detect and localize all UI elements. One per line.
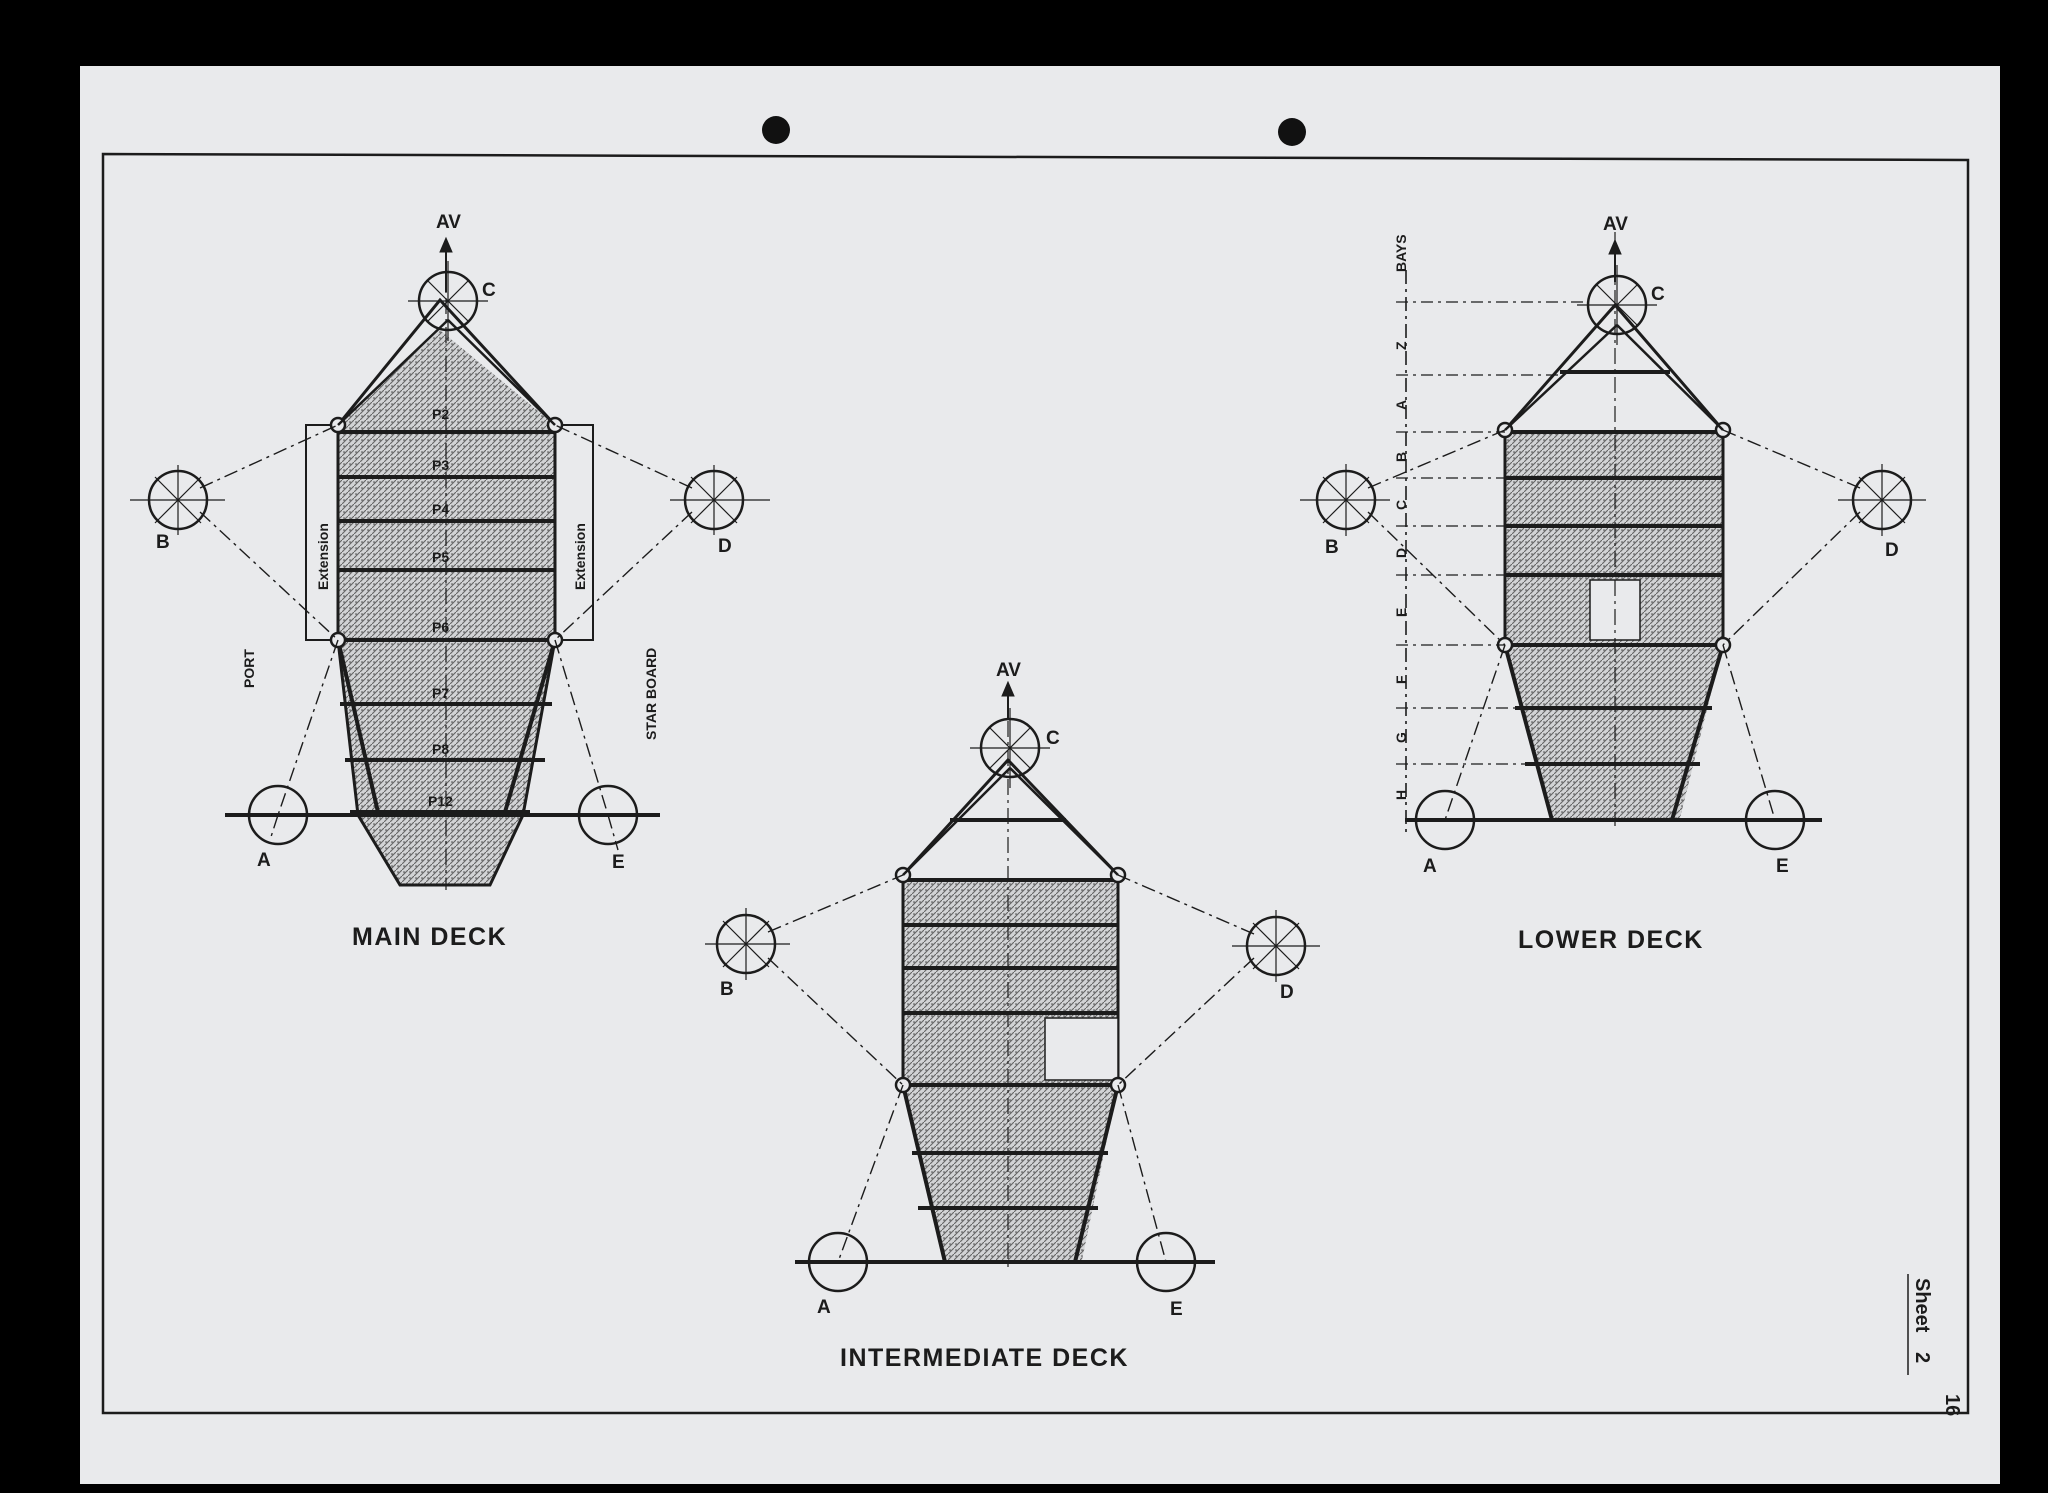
main-deck-extension-right-label: Extension [572,523,588,590]
main-deck-arrow-label: AV [436,212,461,233]
main-deck-point-d: D [718,536,732,557]
main-deck-title: MAIN DECK [352,923,508,951]
lower-deck-arrow-label: AV [1603,214,1628,235]
intermediate-deck-drawing [705,682,1320,1291]
bay-label: F [1393,675,1409,684]
position-label: P5 [432,549,450,565]
bay-label: H [1393,789,1409,800]
lower-deck-point-a: A [1423,856,1437,877]
punch-hole-right [1278,118,1306,146]
lower-deck-title: LOWER DECK [1518,926,1704,954]
lower-deck-drawing [1300,232,1926,849]
intermediate-deck-point-a: A [817,1297,831,1318]
position-label: P4 [432,501,450,517]
main-deck-starboard-label: STAR BOARD [643,647,659,740]
position-label: P2 [432,406,450,422]
bays-label: BAYS [1393,234,1409,272]
intermediate-deck-point-b: B [720,979,734,1000]
position-label: P8 [432,741,450,757]
main-deck-point-a: A [257,850,271,871]
position-label: P7 [432,685,450,701]
bay-label: D [1393,547,1409,558]
intermediate-deck-point-d: D [1280,982,1294,1003]
main-deck-port-label: PORT [241,649,257,688]
bay-label: C [1393,499,1409,510]
sheet-number: 2 [1911,1352,1933,1364]
lower-deck-point-e: E [1776,856,1789,877]
page-number: 16 [1941,1394,1963,1417]
lower-deck-point-b: B [1325,537,1339,558]
bay-label: Z [1393,341,1409,350]
position-label: P12 [428,793,453,809]
sheet-label: Sheet [1911,1278,1933,1333]
intermediate-deck-point-c: C [1046,728,1060,749]
intermediate-deck-title: INTERMEDIATE DECK [840,1344,1129,1372]
lower-deck-point-d: D [1885,540,1899,561]
punch-hole-left [762,116,790,144]
intermediate-deck-point-e: E [1170,1299,1183,1320]
main-deck-extension-left-label: Extension [315,523,331,590]
intermediate-deck-arrow-label: AV [996,660,1021,681]
sheet-number-block [1908,1274,1963,1416]
bay-label: E [1393,607,1409,617]
main-deck-point-e: E [612,852,625,873]
main-deck-point-b: B [156,532,170,553]
main-deck-point-c: C [482,280,496,301]
bay-label: B [1393,451,1409,462]
lower-deck-point-c: C [1651,284,1665,305]
bay-label: G [1393,732,1409,743]
position-label: P6 [432,619,450,635]
bay-label: A [1393,399,1409,410]
position-label: P3 [432,457,450,473]
